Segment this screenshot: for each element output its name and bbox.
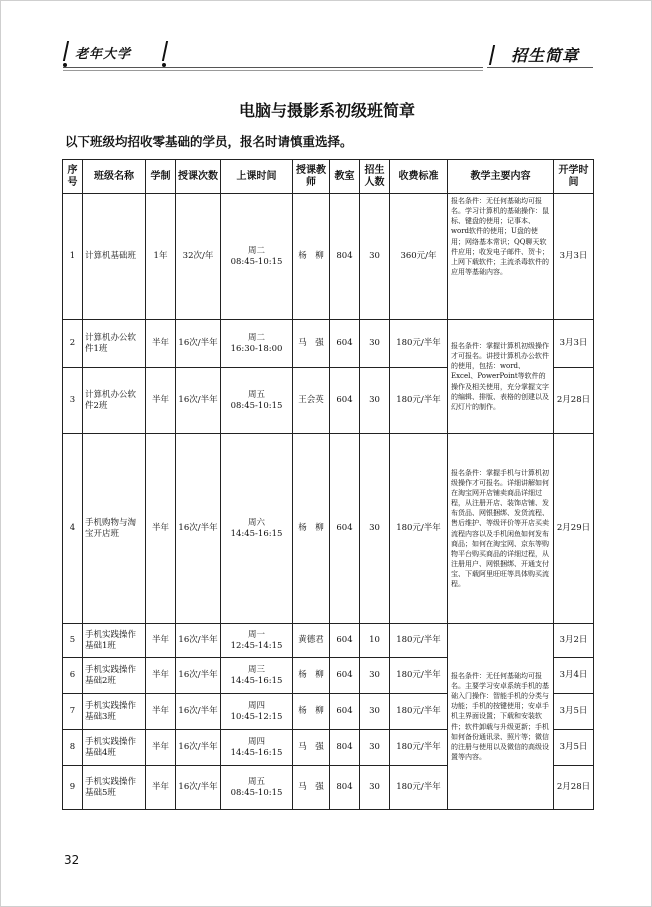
cell-quota: 30	[360, 434, 390, 624]
cell-no: 9	[63, 766, 83, 810]
cell-teacher: 马 强	[293, 766, 330, 810]
cell-hours: 08:45-10:15	[230, 787, 283, 798]
cell-fee: 180元/半年	[390, 320, 448, 368]
cell-quota: 30	[360, 658, 390, 694]
cell-content: 报名条件：无任何基础均可报名。主要学习安卓系统手机的基础入门操作：智能手机的分类与功能；手机的按键使用；安卓手机主界面设置；下载和安装软件；软件卸载与升级更新；手机如何备份通讯录、照片等；微信的注册与使用以及微信的高级设置等内容。	[448, 624, 554, 810]
cell-start: 2月28日	[554, 766, 594, 810]
cell-day: 周一	[247, 629, 265, 640]
table-header-row	[63, 160, 594, 194]
cell-day: 周四	[247, 736, 265, 747]
header-right-mark	[489, 45, 495, 65]
cell-name: 计算机办公软件1班	[83, 320, 146, 368]
header-rule-right	[487, 67, 593, 68]
cell-teacher: 杨 柳	[293, 434, 330, 624]
cell-time	[221, 194, 293, 320]
cell-time	[221, 658, 293, 694]
header-mid-mark	[162, 41, 168, 61]
cell-fee: 180元/半年	[390, 368, 448, 434]
cell-day: 周三	[247, 664, 265, 675]
cell-start: 3月2日	[554, 624, 594, 658]
header-right-text: 招生简章	[510, 46, 579, 65]
header-left-mark	[63, 41, 69, 61]
cell-time	[221, 320, 293, 368]
cell-sessions: 16次/半年	[176, 658, 221, 694]
cell-day: 周二	[247, 332, 265, 343]
cell-no: 4	[63, 434, 83, 624]
cell-no: 2	[63, 320, 83, 368]
cell-day: 周五	[247, 389, 265, 400]
cell-name: 手机实践操作基础2班	[83, 658, 146, 694]
cell-time	[221, 434, 293, 624]
cell-room: 604	[330, 320, 360, 368]
cell-day: 周六	[247, 517, 265, 528]
cell-term: 半年	[146, 658, 176, 694]
cell-sessions: 16次/半年	[176, 730, 221, 766]
cell-quota: 30	[360, 368, 390, 434]
cell-fee: 180元/半年	[390, 730, 448, 766]
cell-quota: 30	[360, 694, 390, 730]
cell-no: 8	[63, 730, 83, 766]
cell-no: 3	[63, 368, 83, 434]
cell-start: 2月29日	[554, 434, 594, 624]
cell-time	[221, 368, 293, 434]
cell-quota: 10	[360, 624, 390, 658]
cell-fee: 180元/半年	[390, 624, 448, 658]
cell-room: 604	[330, 624, 360, 658]
cell-term: 半年	[146, 766, 176, 810]
cell-hours: 08:45-10:15	[230, 256, 283, 267]
cell-room: 604	[330, 368, 360, 434]
cell-teacher: 王会英	[293, 368, 330, 434]
cell-room: 604	[330, 694, 360, 730]
cell-start: 3月3日	[554, 194, 594, 320]
cell-name: 手机实践操作基础1班	[83, 624, 146, 658]
cell-teacher: 杨 柳	[293, 658, 330, 694]
cell-term: 半年	[146, 434, 176, 624]
cell-time	[221, 766, 293, 810]
cell-quota: 30	[360, 320, 390, 368]
table-row	[63, 434, 594, 624]
cell-teacher: 杨 柳	[293, 694, 330, 730]
col-header-content: 教学主要内容	[448, 160, 554, 194]
col-header-term: 学制	[146, 160, 176, 194]
col-header-sessions: 授课次数	[176, 160, 221, 194]
cell-sessions: 16次/半年	[176, 694, 221, 730]
cell-quota: 30	[360, 766, 390, 810]
col-header-quota: 招生人数	[360, 160, 390, 194]
cell-no: 7	[63, 694, 83, 730]
cell-hours: 10:45-12:15	[230, 711, 283, 722]
page-subtitle: 以下班级均招收零基础的学员，报名时请慎重选择。	[65, 134, 353, 149]
cell-name: 手机实践操作基础3班	[83, 694, 146, 730]
cell-fee: 180元/半年	[390, 658, 448, 694]
course-table	[62, 159, 594, 810]
page-title: 电脑与摄影系初级班简章	[238, 101, 415, 120]
cell-hours: 14:45-16:15	[230, 747, 283, 758]
cell-time	[221, 694, 293, 730]
cell-room: 804	[330, 730, 360, 766]
cell-room: 804	[330, 766, 360, 810]
cell-teacher: 马 强	[293, 730, 330, 766]
col-header-teacher: 授课教师	[293, 160, 330, 194]
header-left-text: 老年大学	[75, 47, 132, 62]
cell-content: 报名条件：掌握计算机初级操作才可报名。讲授计算机办公软件的使用，包括：word、Excel、PowerPoint等软件的操作及相关使用，充分掌握文字的编辑、排版、表格的创建以及幻灯片的制作。	[448, 320, 554, 434]
cell-fee: 180元/半年	[390, 694, 448, 730]
cell-hours: 08:45-10:15	[230, 400, 283, 411]
cell-time	[221, 624, 293, 658]
cell-start: 3月5日	[554, 694, 594, 730]
cell-time	[221, 730, 293, 766]
cell-teacher: 马 强	[293, 320, 330, 368]
cell-name: 计算机办公软件2班	[83, 368, 146, 434]
col-header-fee: 收费标准	[390, 160, 448, 194]
cell-term: 半年	[146, 320, 176, 368]
table-row	[63, 624, 594, 658]
cell-term: 半年	[146, 624, 176, 658]
cell-teacher: 黄德君	[293, 624, 330, 658]
cell-name: 手机购物与淘宝开店班	[83, 434, 146, 624]
col-header-no: 序号	[63, 160, 83, 194]
cell-sessions: 16次/半年	[176, 434, 221, 624]
cell-quota: 30	[360, 730, 390, 766]
table-row	[63, 194, 594, 320]
cell-term: 半年	[146, 368, 176, 434]
cell-fee: 180元/半年	[390, 434, 448, 624]
cell-hours: 14:45-16:15	[230, 528, 283, 539]
header-rule	[63, 67, 483, 68]
col-header-name: 班级名称	[83, 160, 146, 194]
cell-teacher: 杨 柳	[293, 194, 330, 320]
cell-no: 1	[63, 194, 83, 320]
col-header-room: 教室	[330, 160, 360, 194]
cell-start: 3月4日	[554, 658, 594, 694]
page-number: 32	[64, 853, 80, 867]
cell-hours: 12:45-14:15	[230, 640, 283, 651]
cell-name: 手机实践操作基础5班	[83, 766, 146, 810]
cell-start: 3月3日	[554, 320, 594, 368]
col-header-start: 开学时间	[554, 160, 594, 194]
cell-room: 604	[330, 658, 360, 694]
cell-start: 3月5日	[554, 730, 594, 766]
col-header-time: 上课时间	[221, 160, 293, 194]
cell-room: 604	[330, 434, 360, 624]
cell-day: 周五	[247, 776, 265, 787]
cell-term: 半年	[146, 694, 176, 730]
cell-hours: 16:30-18:00	[230, 343, 283, 354]
cell-hours: 14:45-16:15	[230, 675, 283, 686]
cell-day: 周二	[247, 245, 265, 256]
cell-sessions: 16次/半年	[176, 766, 221, 810]
header-rule-thin	[63, 70, 483, 71]
cell-name: 计算机基础班	[83, 194, 146, 320]
cell-sessions: 16次/半年	[176, 320, 221, 368]
cell-term: 1年	[146, 194, 176, 320]
cell-room: 804	[330, 194, 360, 320]
cell-name: 手机实践操作基础4班	[83, 730, 146, 766]
cell-start: 2月28日	[554, 368, 594, 434]
cell-term: 半年	[146, 730, 176, 766]
cell-content: 报名条件：掌握手机与计算机初级操作才可报名。详细讲解如何在淘宝网开店铺卖商品详细过程，从注册开店、装饰店铺、发布货品、网银捆绑、发货流程、售后维护、等级评价等开店买卖流程内容以及手机闲鱼如何发布商品；如何在淘宝网、京东等购物平台购买商品的详细过程，从注册用户、网银捆绑、开通支付宝、下载阿里旺旺等具体购买流程。	[448, 434, 554, 624]
cell-content: 报名条件：无任何基础均可报名。学习计算机的基础操作：鼠标、键盘的使用；记事本、word软件的使用；U盘的使用；网络基本常识；QQ聊天软件应用；收发电子邮件、贺卡；上网下载软件；主流杀毒软件的应用等基础内容。	[448, 194, 554, 320]
cell-quota: 30	[360, 194, 390, 320]
cell-no: 6	[63, 658, 83, 694]
cell-no: 5	[63, 624, 83, 658]
cell-sessions: 16次/半年	[176, 624, 221, 658]
table-row	[63, 320, 594, 368]
cell-sessions: 16次/半年	[176, 368, 221, 434]
cell-sessions: 32次/年	[176, 194, 221, 320]
cell-fee: 360元/年	[390, 194, 448, 320]
cell-day: 周四	[247, 700, 265, 711]
cell-fee: 180元/半年	[390, 766, 448, 810]
